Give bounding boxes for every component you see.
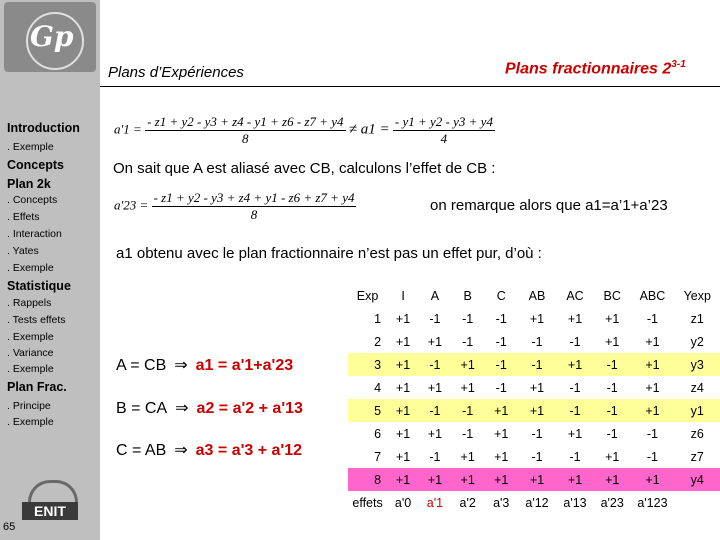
header-right-sup: 3-1 xyxy=(671,59,686,70)
table-cell: 4 xyxy=(374,380,382,395)
formula-a1-prime xyxy=(114,114,495,147)
table-cell: -1 xyxy=(646,449,658,464)
table-cell: +1 xyxy=(484,399,518,422)
text-line1: On sait que A est aliasé avec CB, calculons l’effet de CB : xyxy=(113,160,496,177)
header-right-title xyxy=(505,59,686,78)
table-header-cell: BC xyxy=(603,288,621,303)
text-line2: a1 obtenu avec le plan fractionnaire n’est pas un effet pur, d’où : xyxy=(116,245,542,262)
sidebar-item[interactable]: . Tests effets xyxy=(7,314,66,326)
sidebar-item[interactable]: . Exemple xyxy=(7,331,54,343)
table-cell: +1 xyxy=(427,426,443,441)
alias-left: A = CB xyxy=(116,357,167,374)
table-cell: +1 xyxy=(387,399,419,422)
table-cell: +1 xyxy=(395,449,411,464)
table-cell: +1 xyxy=(630,399,674,422)
alias-right: a3 = a'3 + a'12 xyxy=(195,442,303,459)
table-cell: 6 xyxy=(374,426,382,441)
formula-a23-fraction xyxy=(152,190,357,223)
alias-right: a1 = a'1+a'23 xyxy=(195,357,294,374)
formula-a23 xyxy=(114,190,356,223)
effect-label: a'13 xyxy=(563,495,587,510)
table-header-cell: AC xyxy=(566,288,584,303)
table-cell: -1 xyxy=(419,353,451,376)
table-cell: +1 xyxy=(518,468,556,491)
design-table xyxy=(348,284,720,514)
table-cell: z6 xyxy=(690,426,704,441)
formula-a1-prime-fraction xyxy=(145,114,345,147)
table-cell: -1 xyxy=(569,380,581,395)
table-cell: +1 xyxy=(605,449,620,464)
table-cell: -1 xyxy=(462,334,474,349)
gp-logo xyxy=(4,2,96,72)
table-cell: +1 xyxy=(395,426,411,441)
table-cell: -1 xyxy=(606,380,618,395)
implies-icon: ⇒ xyxy=(175,400,189,417)
implies-icon: ⇒ xyxy=(174,442,188,459)
formula-a1-prime-lhs: a'1 = xyxy=(114,121,142,137)
sidebar xyxy=(0,0,100,540)
table-cell: -1 xyxy=(429,449,441,464)
alias-line xyxy=(116,440,302,460)
table-cell: -1 xyxy=(495,380,507,395)
table-row xyxy=(348,399,720,422)
table-row xyxy=(348,330,720,353)
table-cell: y1 xyxy=(675,399,720,422)
table-row xyxy=(348,376,720,399)
table-cell: -1 xyxy=(462,311,474,326)
formula-a1-prime-den: 8 xyxy=(242,131,249,146)
table-cell: -1 xyxy=(518,353,556,376)
table-cell: -1 xyxy=(594,399,630,422)
formula-neq: ≠ a1 = xyxy=(348,121,390,138)
formula-a1-prime-num: - z1 + y2 - y3 + z4 - y1 + z6 - z7 + y4 xyxy=(147,114,344,129)
table-cell: +1 xyxy=(395,334,411,349)
table-cell: +1 xyxy=(556,468,594,491)
table-cell: -1 xyxy=(531,449,543,464)
table-header-cell: ABC xyxy=(639,288,666,303)
sidebar-item[interactable]: . Variance xyxy=(7,347,54,359)
sidebar-item[interactable]: Introduction xyxy=(7,121,80,135)
table-cell: +1 xyxy=(556,353,594,376)
table-cell: +1 xyxy=(645,380,660,395)
table-cell: -1 xyxy=(606,426,618,441)
page-number: 65 xyxy=(3,521,16,533)
effect-label: a'12 xyxy=(525,495,549,510)
table-header-cell: C xyxy=(496,288,506,303)
table-cell: +1 xyxy=(427,380,443,395)
table-cell: +1 xyxy=(594,468,630,491)
effect-label: a'123 xyxy=(637,495,668,510)
table-cell: -1 xyxy=(451,399,485,422)
table-cell: +1 xyxy=(567,426,583,441)
alias-line xyxy=(116,398,303,418)
table-cell: -1 xyxy=(556,399,594,422)
alias-right: a2 = a'2 + a'13 xyxy=(196,400,303,417)
table-cell: -1 xyxy=(484,353,518,376)
table-cell: +1 xyxy=(387,468,419,491)
alias-left: C = AB xyxy=(116,442,167,459)
sidebar-item[interactable]: Plan Frac. xyxy=(7,380,67,394)
table-cell: 3 xyxy=(348,353,387,376)
implies-icon: ⇒ xyxy=(174,357,188,374)
formula-a23-lhs: a'23 = xyxy=(114,197,149,213)
table-header-cell: B xyxy=(463,288,472,303)
effect-label: effets xyxy=(352,495,383,510)
table-cell: +1 xyxy=(427,334,443,349)
table-cell: y2 xyxy=(690,334,704,349)
table-cell: z1 xyxy=(690,311,704,326)
table-header-cell: Exp xyxy=(356,288,379,303)
sidebar-item[interactable]: . Effets xyxy=(7,211,40,223)
table-cell: -1 xyxy=(646,311,658,326)
effect-label: a'0 xyxy=(394,495,412,510)
table-cell: -1 xyxy=(646,426,658,441)
table-cell: +1 xyxy=(395,380,411,395)
sidebar-item[interactable]: . Exemple xyxy=(7,141,54,153)
table-cell: +1 xyxy=(460,380,475,395)
table-row xyxy=(348,445,720,468)
logo-text: Gp xyxy=(30,20,74,53)
text-remark: on remarque alors que a1=a’1+a’23 xyxy=(430,197,668,214)
table-cell: -1 xyxy=(531,334,543,349)
table-cell: +1 xyxy=(529,380,545,395)
formula-a23-num: - z1 + y2 - y3 + z4 + y1 - z6 + z7 + y4 xyxy=(153,190,355,205)
sidebar-item[interactable]: . Yates xyxy=(7,245,39,257)
table-header-cell: A xyxy=(430,288,440,303)
alias-left: B = CA xyxy=(116,400,168,417)
table-row xyxy=(348,307,720,330)
table-cell: +1 xyxy=(484,468,518,491)
table-row xyxy=(348,422,720,445)
enit-logo: ENIT xyxy=(22,502,78,520)
formula-a1-num: - y1 + y2 - y3 + y4 xyxy=(394,114,493,129)
table-row xyxy=(348,468,720,491)
table-cell: -1 xyxy=(594,353,630,376)
table-cell: +1 xyxy=(460,449,475,464)
table-cell: +1 xyxy=(494,449,509,464)
table-cell: 1 xyxy=(374,311,382,326)
sidebar-item[interactable]: . Exemple xyxy=(7,262,54,274)
sidebar-item[interactable]: . Exemple xyxy=(7,363,54,375)
table-cell: -1 xyxy=(569,449,581,464)
table-cell: +1 xyxy=(451,468,485,491)
sidebar-item[interactable]: . Exemple xyxy=(7,416,54,428)
alias-line xyxy=(116,355,293,375)
table-cell: y3 xyxy=(675,353,720,376)
table-cell: +1 xyxy=(630,353,674,376)
table-row xyxy=(348,353,720,376)
table-cell: y4 xyxy=(675,468,720,491)
table-cell: 7 xyxy=(374,449,382,464)
formula-a1-den: 4 xyxy=(440,131,448,146)
table-cell: 8 xyxy=(348,468,387,491)
table-cell: +1 xyxy=(529,311,545,326)
table-cell: -1 xyxy=(495,334,507,349)
header-right-text: Plans fractionnaires 2 xyxy=(505,60,672,78)
table-cell: +1 xyxy=(451,353,485,376)
effects-row xyxy=(348,491,720,514)
formula-a23-den: 8 xyxy=(250,207,258,222)
header-divider xyxy=(100,86,720,87)
sidebar-item[interactable]: Statistique xyxy=(7,279,71,293)
table-cell: +1 xyxy=(645,334,660,349)
table-cell: +1 xyxy=(395,311,411,326)
table-cell: -1 xyxy=(419,399,451,422)
sidebar-item[interactable]: . Rappels xyxy=(7,297,52,309)
formula-a1-fraction xyxy=(393,114,495,147)
effect-label: a'1 xyxy=(426,495,444,510)
table-cell: +1 xyxy=(419,468,451,491)
sidebar-item[interactable]: . Principe xyxy=(7,400,51,412)
table-header-cell: I xyxy=(401,288,405,303)
sidebar-item[interactable]: . Interaction xyxy=(7,228,62,240)
header-left-title: Plans d’Expériences xyxy=(108,64,244,81)
table-header-cell: Yexp xyxy=(683,288,711,303)
table-header-cell: AB xyxy=(528,288,546,303)
effect-label: a'2 xyxy=(459,495,476,510)
sidebar-item[interactable]: . Concepts xyxy=(7,194,58,206)
sidebar-item[interactable]: Plan 2k xyxy=(7,177,51,191)
table-cell: +1 xyxy=(494,426,509,441)
table-cell: -1 xyxy=(495,311,507,326)
table-cell: 2 xyxy=(374,334,382,349)
table-cell: +1 xyxy=(567,311,583,326)
table-cell: -1 xyxy=(429,311,441,326)
table-cell: -1 xyxy=(569,334,581,349)
table-header-row xyxy=(348,284,720,307)
table-cell: +1 xyxy=(630,468,674,491)
table-cell: +1 xyxy=(605,334,620,349)
table-cell: +1 xyxy=(518,399,556,422)
table-cell: 5 xyxy=(348,399,387,422)
table-cell: z7 xyxy=(690,449,704,464)
table-cell: -1 xyxy=(531,426,543,441)
effect-label: a'3 xyxy=(493,495,510,510)
table-cell: -1 xyxy=(462,426,474,441)
sidebar-item[interactable]: Concepts xyxy=(7,158,64,172)
effect-label: a'23 xyxy=(600,495,624,510)
table-cell: z4 xyxy=(690,380,704,395)
table-cell: +1 xyxy=(605,311,620,326)
table-cell: +1 xyxy=(387,353,419,376)
